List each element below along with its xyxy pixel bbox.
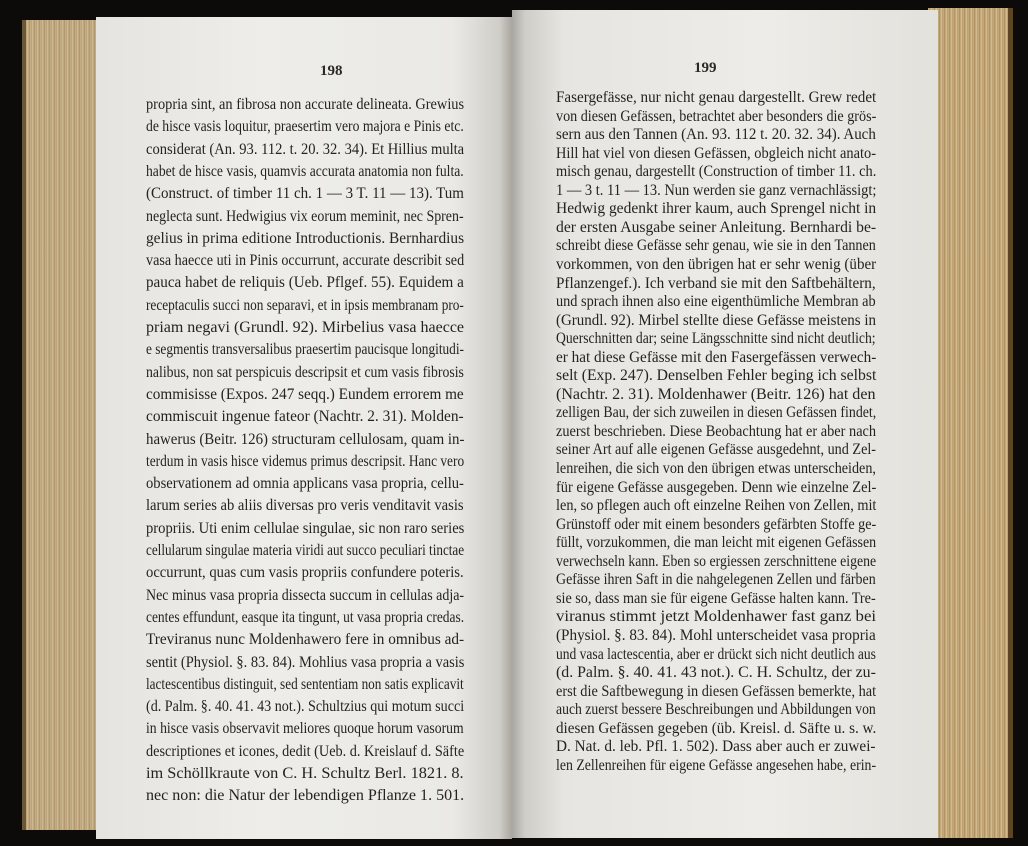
text-line: und sprach ihnen also eine eigenthümliche Membran ab — [556, 293, 876, 311]
text-line: e segmentis transversalibus praesertim paucisque longitudi- — [146, 341, 464, 359]
text-line: Gefässe ihren Saft in die nahgelegenen Zellen und färben — [556, 571, 876, 589]
text-line: de hisce vasis loquitur, praesertim vero majora e Pinis etc. — [146, 118, 464, 136]
text-line: misch genau, dargestellt (Construction of timber 11. ch. — [556, 163, 877, 181]
text-line: seiner Art auf alle eigenen Gefässe ausgedehnt, und Zel- — [556, 441, 877, 459]
text-line: priam negavi (Grundl. 92). Mirbelius vasa haecce — [146, 319, 465, 336]
text-line: Treviranus nunc Moldenhawero fere in omnibus ad- — [146, 631, 465, 649]
text-line: descriptiones et icones, dedit (Ueb. d. Kreislauf d. Säfte — [146, 742, 465, 760]
text-line: zelligen Bau, der sich zuweilen in diesen Gefässen findet, — [556, 404, 877, 422]
text-line: erst die Saftbewegung in diesen Gefässen bemerkte, hat — [556, 682, 877, 700]
text-line: vasa haecce uti in Pinis occurrunt, accurate describit sed — [146, 252, 465, 270]
text-line: commiscuit ingenue fateor (Nachtr. 2. 31). Molden- — [146, 408, 464, 426]
text-line: len, so pflegen auch oft einzelne Reihen von Zellen, mit — [556, 497, 877, 515]
text-line: im Schöllkraute von C. H. Schultz Berl. 1821. 8. — [146, 765, 464, 782]
text-line: hawerus (Beitr. 126) structuram cellulosam, quam in- — [146, 430, 465, 448]
text-line: propriis. Uti enim cellulae singulae, sic non raro series — [146, 519, 465, 537]
left-page-edges — [22, 20, 104, 830]
text-line: schreibt diese Gefässe sehr genau, wie sie in den Tannen — [556, 237, 876, 255]
text-line: sentit (Physiol. §. 83. 84). Mohlius vasa propria a vasis — [146, 653, 465, 671]
text-line: Hill hat viel von diesen Gefässen, obgleich nicht anato- — [556, 144, 876, 162]
text-line: auch zuerst bessere Beschreibungen und Abbildungen von — [556, 701, 876, 719]
text-line: füllt, vorzukommen, die man leicht mit eigenen Gefässen — [556, 534, 877, 552]
text-line: viranus stimmt jetzt Moldenhawer fast ganz bei — [556, 608, 877, 626]
right-page — [512, 10, 938, 838]
text-line: neglecta sunt. Hedwigius vix eorum meminit, nec Spren- — [146, 207, 464, 225]
text-line: Fasergefässe, nur nicht genau dargestellt. Grew redet — [556, 89, 877, 106]
text-line: centes effundunt, easque ita tingunt, ut vasa propria credas. — [146, 608, 465, 626]
left-page — [96, 17, 512, 839]
text-line: er hat diese Gefässe mit den Fasergefässen verwech- — [556, 348, 877, 366]
text-line: terdum in vasis hisce videmus primus descripsit. Hanc vero — [146, 452, 465, 470]
text-line: für eigene Gefässe ausgegeben. Denn wie einzelne Zel- — [556, 478, 877, 496]
text-line: nec non: die Natur der lebendigen Pflanze 1. 501. — [146, 787, 465, 805]
text-line: 1 — 3 t. 11 — 13. Nun werden sie ganz vernachlässigt; — [556, 181, 877, 199]
text-line: vorkommen, von den übrigen hat er sehr wenig (über — [556, 255, 877, 273]
text-line: observationem ad omnia applicans vasa propria, cellu- — [146, 475, 464, 493]
text-line: pauca habet de reliquis (Ueb. Pflgef. 55). Equidem a — [146, 274, 464, 292]
text-line: in hisce vasis observavit meliores quoque horum vasorum — [146, 720, 464, 738]
text-line: (Nachtr. 2. 31). Moldenhawer (Beitr. 126) hat den — [556, 385, 876, 403]
text-line: (Physiol. §. 83. 84). Mohl unterscheidet vasa propria — [556, 626, 876, 644]
right-page-edges — [928, 8, 1013, 838]
text-line: sie so, dass man sie für eigene Gefässe halten kann. Tre- — [556, 589, 876, 607]
text-line: habet de hisce vasis, quamvis accurata anatomia non fulta. — [146, 162, 464, 180]
text-line: propria sint, an fibrosa non accurate delineata. Grewius — [146, 96, 465, 113]
text-line: der ersten Ausgabe seiner Anleitung. Bernhardi be- — [556, 218, 877, 236]
text-line: lactescentibus distinguit, sed sententiam non satis explicavit — [146, 675, 464, 693]
text-line: (d. Palm. §. 40. 41. 43 not.). C. H. Schultz, der zu- — [556, 664, 876, 682]
text-line: diesen Gefässen gegeben (üb. Kreisl. d. Säfte u. s. w. — [556, 719, 877, 737]
text-line: (Construct. of timber 11 ch. 1 — 3 T. 11 — 13). Tum — [146, 185, 464, 203]
text-line: lenreihen, die sich von den übrigen etwas unterscheiden, — [556, 460, 876, 477]
text-line: cellularum singulae materia viridi aut succo peculiari tinctae — [146, 542, 465, 559]
text-line: nalibus, non sat perspicuis descripsit et cum vasis fibrosis — [146, 363, 464, 381]
text-line: sern aus den Tannen (An. 93. 112 t. 20. 32. 34). Auch — [556, 126, 876, 144]
text-line: Pflanzengef.). Ich verband sie mit den Saftbehältern, — [556, 274, 876, 292]
text-line: Hedwig gedenkt ihrer kaum, auch Sprengel nicht in — [556, 200, 877, 218]
text-line: (Grundl. 92). Mirbel stellte diese Gefässe meistens in — [556, 311, 877, 329]
text-line: considerat (An. 93. 112. t. 20. 32. 34). Et Hillius multa — [146, 140, 465, 158]
text-line: zuerst beschrieben. Diese Beobachtung hat er aber nach — [556, 422, 877, 440]
text-line: receptaculis succi non separavi, et in ipsis membranam pro- — [146, 296, 464, 314]
text-line: len Zellenreihen für eigene Gefässe angesehen habe, erin- — [556, 756, 877, 774]
text-line: Nec minus vasa propria dissecta succum in cellulas adja- — [146, 586, 465, 604]
text-line: Querschnitten dar; seine Längsschnitte sind nicht deutlich; — [556, 330, 876, 348]
text-line: selt (Exp. 247). Denselben Fehler beging ich selbst — [556, 367, 877, 385]
text-line: (d. Palm. §. 40. 41. 43 not.). Schultzius qui motum succi — [146, 698, 465, 716]
text-line: D. Nat. d. leb. Pfl. 1. 502). Dass aber auch er zuwei- — [556, 738, 876, 756]
text-line: occurrunt, quas cum vasis propriis confundere poteris. — [146, 564, 464, 582]
text-line: Grünstoff oder mit einem besonders gefärbten Stoffe ge- — [556, 515, 877, 533]
text-line: und vasa lactescentia, aber er drückt sich nicht deutlich aus — [556, 645, 876, 663]
text-line: verwechseln kann. Eben so ergiessen zerschnittene eigene — [556, 552, 877, 570]
text-line: gelius in prima editione Introductionis. Bernhardius — [146, 229, 465, 247]
text-line: von diesen Gefässen, betrachtet aber besonders die grös- — [556, 107, 877, 125]
text-line: commisisse (Expos. 247 seqq.) Eundem errorem me — [146, 385, 464, 403]
text-line: larum series ab aliis diversas pro veris venditavit vasis — [146, 497, 464, 515]
page-number-right: 199 — [694, 60, 717, 76]
page-number-left: 198 — [320, 63, 343, 79]
